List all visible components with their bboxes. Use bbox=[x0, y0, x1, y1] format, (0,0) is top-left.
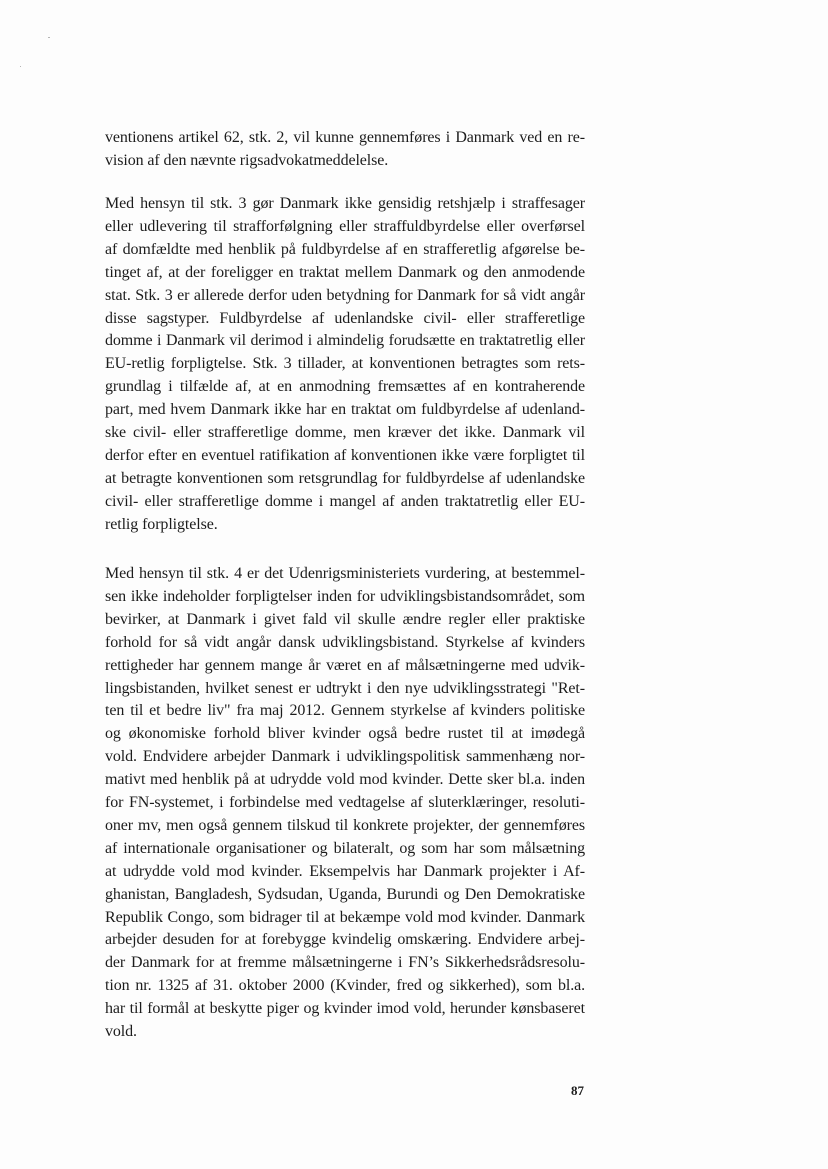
text-line: forhold for så vidt angår dansk udviklingsbistand. Styrkelse af kvinders bbox=[105, 633, 585, 651]
text-line: eller udlevering til strafforfølgning eller straffuldbyrdelse eller overførsel bbox=[105, 217, 585, 235]
text-line: ventionens artikel 62, stk. 2, vil kunne gennemføres i Danmark ved en re- bbox=[105, 129, 585, 146]
text-line: lingsbistanden, hvilket senest er udtrykt i den nye udviklingsstrategi "Ret- bbox=[105, 679, 585, 697]
text-line: tion nr. 1325 af 31. oktober 2000 (Kvinder, fred og sikkerhed), som bl.a. bbox=[105, 977, 585, 995]
text-line: arbejder desuden for at forebygge kvindelig omskæring. Endvidere arbej- bbox=[105, 931, 585, 949]
text-line: har til formål at beskytte piger og kvinder imod vold, herunder kønsbaseret bbox=[105, 1000, 585, 1018]
text-line: ten til et bedre liv" fra maj 2012. Gennem styrkelse af kvinders politiske bbox=[105, 702, 585, 720]
text-line: og økonomiske forhold bliver kvinder også bedre rustet til at imødegå bbox=[105, 725, 585, 743]
text-line: tinget af, at der foreligger en traktat mellem Danmark og den anmodende bbox=[105, 263, 585, 281]
text-line: sen ikke indeholder forpligtelser inden for udviklingsbistandsområdet, som bbox=[105, 587, 585, 605]
text-line: EU-retlig forpligtelse. Stk. 3 tillader, at konventionen betragtes som rets- bbox=[105, 355, 585, 373]
text-line: disse sagstyper. Fuldbyrdelse af udenlandske civil- eller strafferetlige bbox=[105, 309, 585, 327]
text-line: af internationale organisationer og bilateralt, og som har som målsætning bbox=[105, 839, 585, 857]
text-line: grundlag i tilfælde af, at en anmodning fremsættes af en kontraherende bbox=[105, 378, 585, 396]
text-line: Med hensyn til stk. 4 er det Udenrigsministeriets vurdering, at bestemmel- bbox=[105, 565, 585, 582]
text-line: Med hensyn til stk. 3 gør Danmark ikke gensidig retshjælp i straffesager bbox=[105, 195, 585, 212]
text-line: civil- eller strafferetlige domme i mangel af anden traktatretlig eller EU- bbox=[105, 492, 585, 510]
text-line: retlig forpligtelse. bbox=[105, 515, 218, 533]
text-line: der Danmark for at fremme målsætningerne i FN’s Sikkerhedsrådsresolu- bbox=[105, 954, 585, 972]
text-line: af domfældte med henblik på fuldbyrdelse af en strafferetlig afgørelse be- bbox=[105, 240, 585, 258]
text-line: vold. bbox=[105, 1023, 137, 1040]
text-line: stat. Stk. 3 er allerede derfor uden betydning for Danmark for så vidt angår bbox=[105, 286, 585, 304]
text-line: for FN-systemet, i forbindelse med vedtagelse af sluterklæringer, resoluti- bbox=[105, 794, 585, 811]
text-line: vold. Endvidere arbejder Danmark i udviklingspolitisk sammenhæng nor- bbox=[105, 748, 585, 766]
text-line: at udrydde vold mod kvinder. Eksempelvis har Danmark projekter i Af- bbox=[105, 862, 585, 880]
text-line: rettigheder har gennem mange år været en af målsætningerne med udvik- bbox=[105, 656, 585, 674]
text-line: oner mv, men også gennem tilskud til konkrete projekter, der gennemføres bbox=[105, 816, 585, 834]
text-line: ghanistan, Bangladesh, Sydsudan, Uganda, Burundi og Den Demokratiske bbox=[105, 885, 585, 903]
scan-speck bbox=[48, 37, 50, 38]
text-line: domme i Danmark vil derimod i almindelig forudsætte en traktatretlig eller bbox=[105, 332, 585, 350]
text-line: derfor efter en eventuel ratifikation af konventionen ikke være forpligtet til bbox=[105, 446, 585, 464]
page-number: 87 bbox=[571, 1083, 584, 1098]
scan-speck bbox=[20, 66, 21, 67]
text-line: ske civil- eller strafferetlige domme, men kræver det ikke. Danmark vil bbox=[105, 424, 585, 441]
text-line: mativt med henblik på at udrydde vold mod kvinder. Dette sker bl.a. inden bbox=[105, 771, 585, 789]
text-line: Republik Congo, som bidrager til at bekæmpe vold mod kvinder. Danmark bbox=[105, 908, 585, 926]
text-line: bevirker, at Danmark i givet fald vil skulle ændre regler eller praktiske bbox=[105, 610, 585, 628]
text-line: part, med hvem Danmark ikke har en traktat om fuldbyrdelse af udenland- bbox=[105, 401, 585, 419]
text-line: vision af den nævnte rigsadvokatmeddelelse. bbox=[105, 151, 389, 169]
text-line: at betragte konventionen som retsgrundlag for fuldbyrdelse af udenlandske bbox=[105, 469, 585, 487]
